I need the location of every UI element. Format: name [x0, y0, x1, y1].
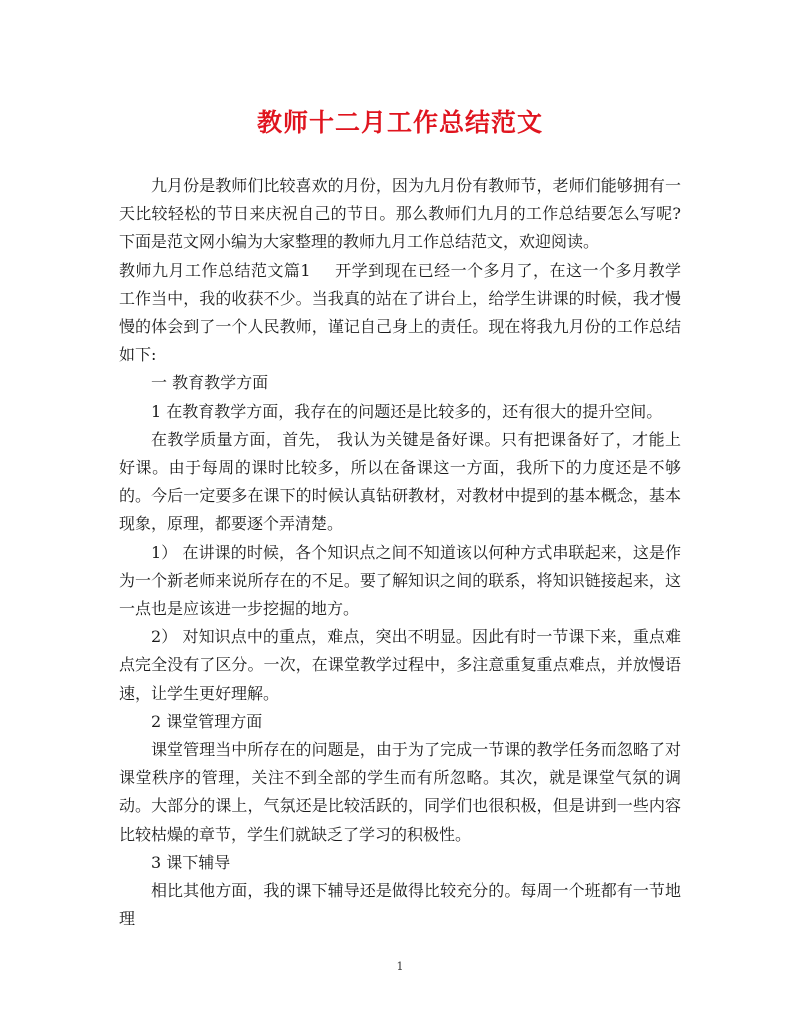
- paragraph-classroom-management: 课堂管理当中所存在的问题是，由于为了完成一节课的教学任务而忽略了对课堂秩序的管理，关注不到全部的学生而有所忽略。其次，就是课堂气氛的调动。大部分的课上，气氛还是比较活跃的，同学们也很积极，但是讲到一些内容比较枯燥的章节，学生们就缺乏了学习的积极性。: [119, 740, 681, 844]
- point-key-difficult: 2） 对知识点中的重点，难点，突出不明显。因此有时一节课下来，重点难点完全没有了区分。一次，在课堂教学过程中，多注意重复重点难点，并放慢语速，让学生更好理解。: [119, 627, 681, 703]
- paragraph-teaching-quality: 在教学质量方面，首先， 我认为关键是备好课。只有把课备好了，才能上好课。由于每周的课时比较多，所以在备课这一方面，我所下的力度还是不够的。今后一定要多在课下的时候认真钻研教材，对教材中提到的基本概念，基本现象，原理，都要逐个弄清楚。: [119, 429, 681, 534]
- section-text: 开学到现在已经一个多月了，在这一个多月教学工作当中，我的收获不少。当我真的站在了讲台上，给学生讲课的时候，我才慢慢的体会到了一个人民教师，谨记自己身上的责任。现在将我九月份的工作总结如下:: [119, 260, 681, 365]
- page-number: 1: [396, 960, 404, 973]
- document-body: [119, 172, 681, 933]
- intro-paragraph: 九月份是教师们比较喜欢的月份，因为九月份有教师节，老师们能够拥有一天比较轻松的节日来庆祝自己的节日。那么教师们九月的工作总结要怎么写呢?下面是范文网小编为大家整理的教师九月工作总结范文，欢迎阅读。: [119, 176, 681, 252]
- paragraph-tutoring: 相比其他方面，我的课下辅导还是做得比较充分的。每周一个班都有一节地理: [119, 881, 681, 929]
- point-knowledge-links: 1） 在讲课的时候，各个知识点之间不知道该以何种方式串联起来，这是作为一个新老师来说所存在的不足。要了解知识之间的联系，将知识链接起来，这一点也是应该进一步挖掘的地方。: [119, 542, 681, 619]
- heading-teaching: 一 教育教学方面: [151, 373, 269, 393]
- section-paragraph: [119, 257, 681, 370]
- item-teaching-problems: 1 在教育教学方面，我存在的问题还是比较多的，还有很大的提升空间。: [151, 401, 663, 421]
- heading-tutoring: 3 课下辅导: [151, 852, 231, 872]
- section-title: 教师九月工作总结范文篇1: [119, 260, 311, 280]
- heading-classroom-management: 2 课堂管理方面: [151, 711, 263, 731]
- document-title: 教师十二月工作总结范文: [256, 108, 543, 137]
